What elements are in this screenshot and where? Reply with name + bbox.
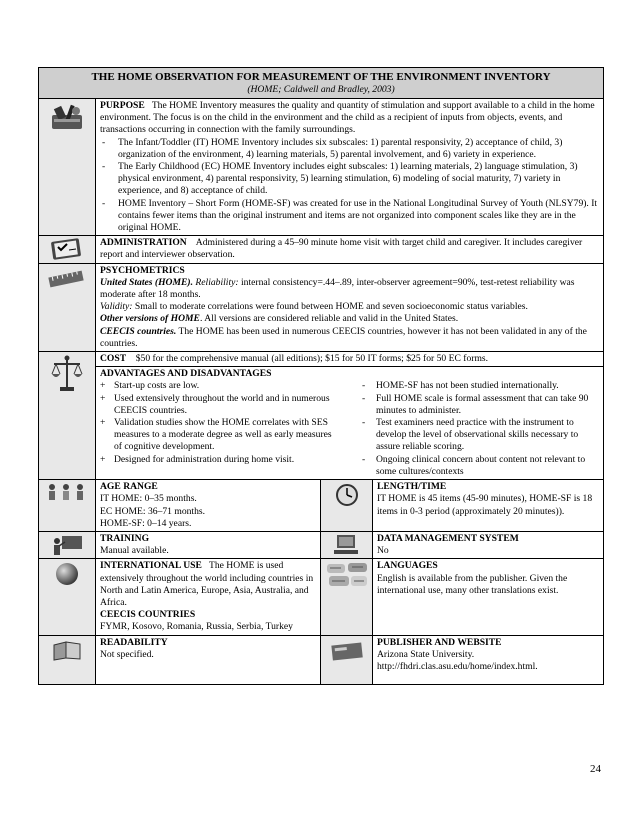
age-range-cell — [96, 480, 321, 532]
publisher-cell — [373, 635, 604, 684]
data-management-text: No — [377, 545, 389, 557]
ruler-icon — [47, 268, 87, 290]
globe-icon — [55, 562, 79, 586]
clipboard-icon — [49, 238, 85, 260]
list-item: - Test examiners need practice with the instrument to develop the level of observational skills necessary to assure reliable scoring. — [362, 417, 579, 453]
administration-icon-cell — [39, 236, 96, 263]
psychometrics-other: Other versions of HOME. All versions are considered reliable and valid in the United States. — [100, 313, 459, 325]
age-range-line: EC HOME: 36–71 months. — [100, 505, 206, 517]
administration-cell — [96, 236, 604, 263]
purpose-text: The HOME Inventory measures the quality and quantity of stimulation and support available to a child in the home environment. The focus is on the child in the environment and the child as a recipient of inputs from objects, events, and transactions occurring in connection with the family surroundings. — [100, 100, 595, 136]
book-icon — [52, 639, 82, 661]
publisher-name: Arizona State University. — [377, 648, 475, 660]
cost-text: $50 for the comprehensive manual (all editions); $15 for 50 IT forms; $25 for 50 EC forms. — [135, 353, 489, 365]
training-icon-cell — [39, 531, 96, 558]
list-item: - Ongoing clinical concern about content not relevant to some cultures/contexts — [362, 453, 586, 477]
languages-icon-cell — [321, 559, 373, 635]
cost-label: COST — [100, 353, 127, 365]
publisher-label: PUBLISHER AND WEBSITE — [377, 636, 502, 648]
advantages-columns — [100, 380, 600, 478]
international-cell — [96, 559, 321, 635]
length-cell — [373, 480, 604, 532]
table-title: THE HOME OBSERVATION FOR MEASUREMENT OF THE ENVIRONMENT INVENTORY — [91, 71, 551, 83]
publisher-url[interactable]: http://fhdri.clas.asu.edu/home/index.html. — [377, 660, 538, 672]
tools-icon — [48, 101, 86, 133]
card-icon — [330, 641, 364, 661]
languages-text: English is available from the publisher. Given the international use, many other translations exist. — [377, 572, 568, 596]
ceecis-countries-label: CEECIS COUNTRIES — [100, 609, 196, 621]
purpose-paragraph — [100, 100, 600, 137]
publisher-icon-cell — [321, 635, 373, 684]
readability-cell — [96, 635, 321, 684]
psychometrics-icon-cell — [39, 263, 96, 351]
age-range-label: AGE RANGE — [100, 481, 158, 493]
purpose-label: PURPOSE — [100, 100, 145, 111]
children-icon — [45, 482, 89, 504]
age-icon-cell — [39, 480, 96, 532]
international-label: INTERNATIONAL USE — [100, 560, 202, 572]
scales-icon — [50, 354, 84, 394]
purpose-icon-cell — [39, 99, 96, 236]
advantages-label: ADVANTAGES AND DISADVANTAGES — [100, 368, 272, 380]
length-icon-cell — [321, 480, 373, 532]
administration-text: Administered during a 45–90 minute home visit with target child and caregiver. It includes caregiver report and interviewer observation. — [100, 237, 583, 261]
list-item: - The Infant/Toddler (IT) HOME Inventory includes six subscales: 1) parental responsivity, 2) acceptance of child, 3) organization of the environment, 4) learning materials, 5) parental involvement, and 6) variety in experience. — [102, 136, 563, 160]
inventory-table — [38, 67, 604, 685]
ceecis-countries-text: FYMR, Kosovo, Romania, Russia, Serbia, Turkey — [100, 621, 293, 633]
cons-list — [362, 380, 600, 478]
list-item: - The Early Childhood (EC) HOME Inventory includes eight subscales: 1) learning materials, 2) language stimulation, 3) physical environment, 4) parental responsivity, 5) learning stimulation, 6) modeling of social maturity, 7) variety in experience, and 8) acceptance of child. — [102, 161, 578, 197]
list-item: + Validation studies show the HOME correlates with SES measures to a moderate degree as well as early measures of cognitive development. — [100, 417, 332, 453]
psychometrics-ceecis: CEECIS countries. The HOME has been used in numerous CEECIS countries, however it has not been validated in any of the countries. — [100, 325, 587, 349]
data-management-label: DATA MANAGEMENT SYSTEM — [377, 532, 519, 544]
list-item: - HOME Inventory – Short Form (HOME-SF) was created for use in the National Longitudinal Survey of Youth (NLSY79). It contains fewer items than the original instrument and items are not organized into component scales like they are in the original HOME. — [102, 197, 598, 234]
psychometrics-label: PSYCHOMETRICS — [100, 264, 185, 276]
pros-list — [100, 380, 338, 465]
international-text: The HOME is used extensively throughout the world including countries in North and Latin America, Europe, Asia, Australia, and Africa. — [100, 560, 314, 608]
inventory-page — [38, 67, 603, 685]
training-label: TRAINING — [100, 532, 150, 544]
psychometrics-cell — [96, 263, 604, 351]
international-paragraph — [100, 560, 317, 609]
cost-icon-cell — [39, 352, 96, 480]
readability-label: READABILITY — [100, 636, 168, 648]
table-subtitle: (HOME; Caldwell and Bradley, 2003) — [247, 84, 395, 95]
cost-cell — [96, 352, 604, 367]
purpose-cell — [96, 99, 604, 236]
page-number: 24 — [590, 763, 601, 775]
languages-cell — [373, 559, 604, 635]
length-label: LENGTH/TIME — [377, 481, 447, 493]
advantages-cell — [96, 367, 604, 480]
training-cell — [96, 531, 321, 558]
age-range-line: HOME-SF: 0–14 years. — [100, 517, 192, 529]
length-text: IT HOME is 45 items (45-90 minutes), HOME-SF is 18 items in 0-3 period (approximately 20 minutes)). — [377, 493, 593, 517]
readability-icon-cell — [39, 635, 96, 684]
administration-label: ADMINISTRATION — [100, 237, 187, 249]
training-text: Manual available. — [100, 545, 169, 557]
teacher-icon — [50, 534, 84, 556]
list-item: - HOME-SF has not been studied internationally. — [362, 380, 559, 392]
clock-icon — [335, 483, 359, 507]
age-range-line: IT HOME: 0–35 months. — [100, 493, 197, 505]
table-header — [39, 68, 604, 99]
list-item: + Used extensively throughout the world and in numerous CEECIS countries. — [100, 392, 330, 416]
speech-bubbles-icon — [325, 562, 369, 590]
data-management-cell — [373, 531, 604, 558]
psychometrics-reliability: United States (HOME). Reliability: internal consistency=.44–.89, inter-observer agreement=90%, test-retest reliability was moderate after 18 months. — [100, 276, 575, 301]
data-icon-cell — [321, 531, 373, 558]
list-item: + Start-up costs are low. — [100, 380, 200, 392]
psychometrics-validity: Validity: Small to moderate correlations were found between HOME and seven socioeconomic status variables. — [100, 301, 528, 313]
list-item: - Full HOME scale is formal assessment that can take 90 minutes to administer. — [362, 392, 589, 416]
purpose-list — [100, 137, 600, 235]
international-icon-cell — [39, 559, 96, 635]
computer-icon — [331, 534, 363, 556]
list-item: + Designed for administration during home visit. — [100, 453, 295, 465]
languages-label: LANGUAGES — [377, 560, 438, 572]
readability-text: Not specified. — [100, 648, 154, 660]
